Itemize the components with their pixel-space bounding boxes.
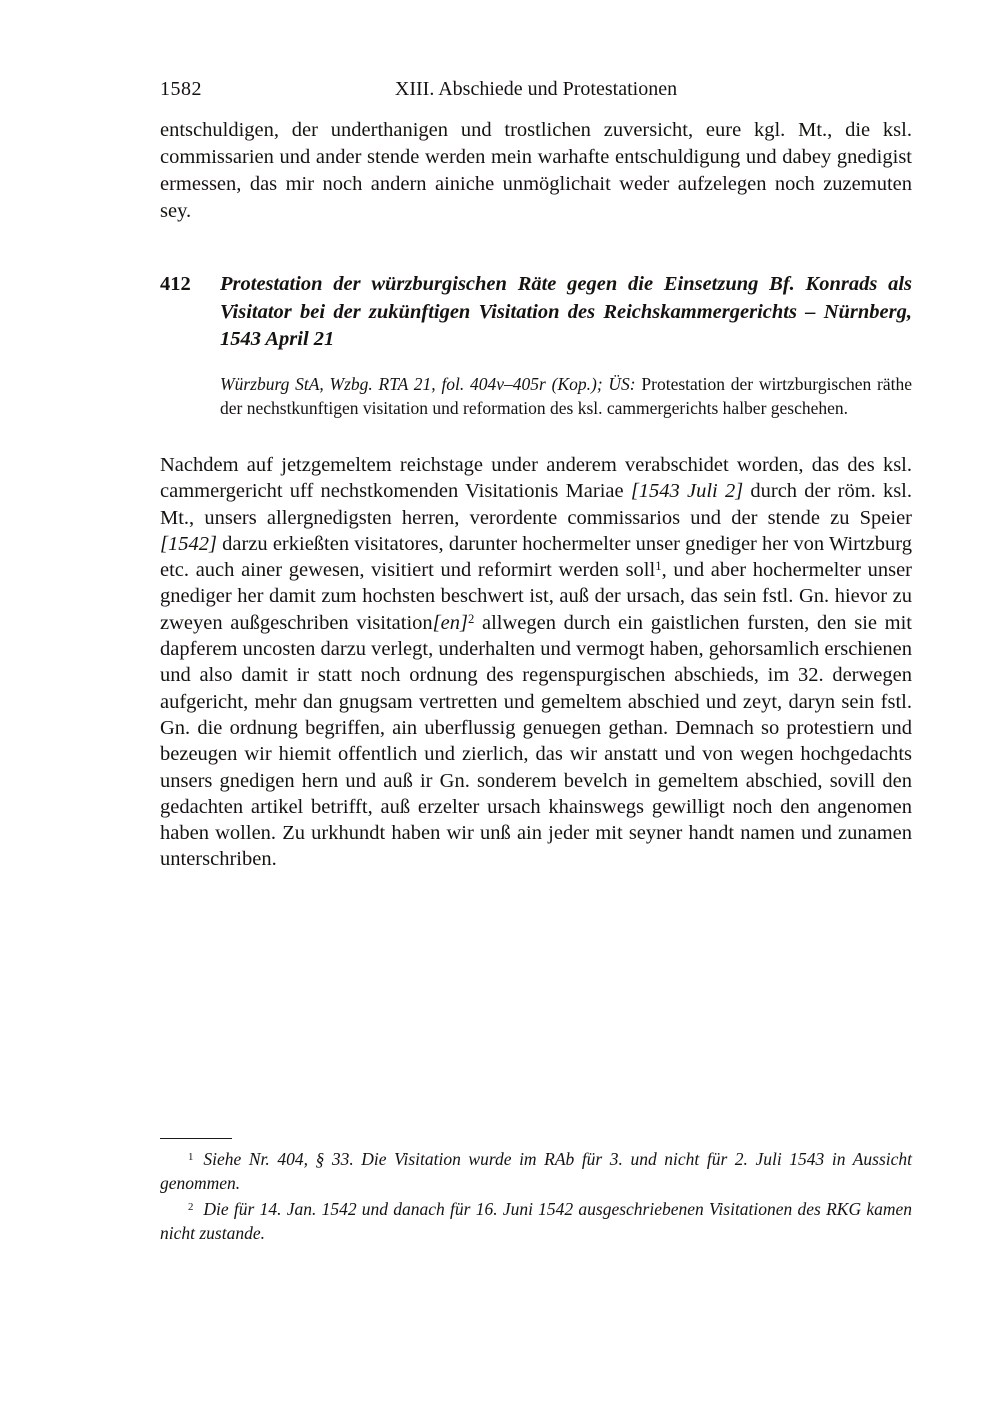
body-text-segment: allwegen durch ein gaistlichen fursten, den sie mit dapferem uncosten darzu verlegt, underhalten und vermogt haben, gehorsamlich erschienen und also damit ir statt noch ordnung des regenspurgischen abschieds, im 32. derwegen aufgericht, mehr dan gnugsam vertretten und gemeltem abschied und zeyt, daryn sein fstl. Gn. die ordnung begriffen, ain uberflussig genuegen gethan. Demnach so protestiern und bezeugen wir hiemit offentlich und zierlich, das wir anstatt und von wegen hochgedachts unsers gnedigen hern und auß ir Gn. sonderem bevelch in gemeltem abschied, sovill den gedachten artikel betrifft, auß erzelter ursach khainswegs gewilligt noch den angenomen haben wollen. Zu urkhundt haben wir unß ain jeder mit seyner handt namen und zunamen unterschriben. bbox=[160, 611, 912, 871]
footnote-text: Die für 14. Jan. 1542 und danach für 16. Juni 1542 ausgeschriebenen Visitationen des RKG kamen nicht zustande. bbox=[160, 1199, 912, 1243]
footnote-ref-2: 2 bbox=[467, 612, 475, 627]
source-note bbox=[220, 373, 912, 420]
continuation-paragraph: entschuldigen, der underthanigen und trostlichen zuversicht, eure kgl. Mt., die ksl. commissarien und ander stende werden mein warhafte entschuldigung und dabey gnedigist ermessen, das mir noch andern ainiche unmöglichait weder aufzelegen noch zuzemuten sey. bbox=[160, 119, 912, 222]
source-description: Protestation der wirtzburgischen räthe der nechstkunftigen visitation und reformation des ksl. cammergerichts halber geschehen. bbox=[220, 374, 913, 418]
editorial-insertion: [en] bbox=[432, 611, 468, 634]
date-gloss: [1543 Juli 2] bbox=[630, 480, 744, 503]
footnote-2 bbox=[160, 1198, 912, 1245]
document-title: Protestation der würzburgischen Räte gegen die Einsetzung Bf. Konrads als Visitator bei der zukünftigen Visitation des Reichskammergerichts – Nürnberg, 1543 April 21 bbox=[220, 273, 912, 350]
body-text-segment: , und aber hochermelter unser gnediger her damit zum hochsten beschwert ist, auß der ursach, das sein fstl. Gn. hievor zu zweyen außgeschriben visitation bbox=[160, 559, 912, 634]
footnote-1 bbox=[160, 1148, 912, 1195]
page-header bbox=[160, 78, 912, 104]
document-number: 412 bbox=[160, 273, 191, 295]
running-head: XIII. Abschiede und Protestationen bbox=[394, 78, 678, 100]
body-text-segment: darzu erkießten visitatores, darunter hochermelter unser gnediger her von Wirtzburg etc. auch ainer gewesen, visitiert und reformirt werden soll bbox=[160, 532, 912, 582]
archival-citation: Würzburg StA, Wzbg. RTA 21, fol. 404v–405r (Kop.); ÜS: bbox=[220, 374, 636, 394]
body-text-segment: durch der röm. ksl. Mt., unsers allergnedigsten herren, verordente commissarios und der stende zu Speier bbox=[160, 480, 913, 529]
footnote-block bbox=[160, 1138, 912, 1248]
body-text-segment: Nachdem auf jetzgemeltem reichstage under anderem verabschidet worden, das des ksl. cammergericht uff nechstkomenden Visitationis Mariae bbox=[160, 454, 912, 503]
footnote-ref-1: 1 bbox=[655, 559, 662, 574]
document-body bbox=[160, 452, 912, 873]
page-number: 1582 bbox=[160, 78, 202, 100]
footnote-rule bbox=[160, 1138, 232, 1139]
footnote-text: Siehe Nr. 404, § 33. Die Visitation wurde im RAb für 3. und nicht für 2. Juli 1543 in Aussicht genommen. bbox=[160, 1149, 912, 1193]
footnote-marker: 2 bbox=[188, 1201, 194, 1214]
document-heading bbox=[160, 271, 912, 354]
date-gloss: [1542] bbox=[160, 532, 217, 555]
footnote-marker: 1 bbox=[188, 1151, 194, 1164]
